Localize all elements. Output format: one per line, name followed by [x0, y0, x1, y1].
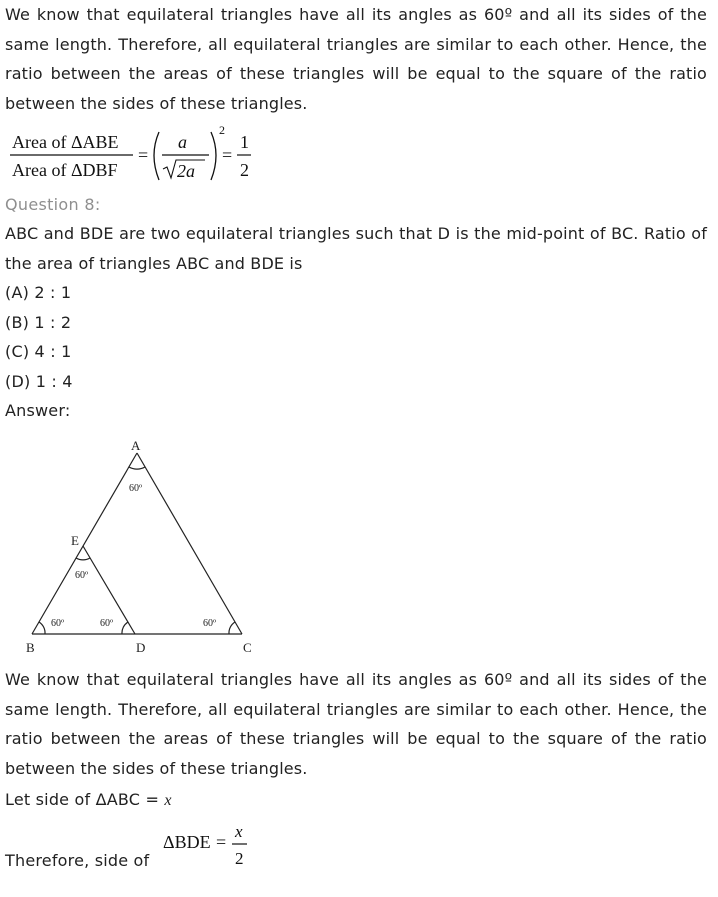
angle-label-e: 60º [75, 570, 89, 581]
angle-label-c: 60º [203, 618, 217, 629]
result-denominator: 2 [240, 160, 249, 180]
label-a: A [131, 438, 141, 453]
formula-equals-1: = [138, 145, 149, 165]
option-c: (C) 4 : 1 [5, 342, 72, 362]
angle-label-d: 60º [100, 618, 114, 629]
triangle-figure [15, 433, 265, 658]
label-d: D [136, 640, 146, 655]
side-ac [137, 453, 242, 634]
angle-arc-a [129, 467, 145, 469]
therefore-line [5, 824, 305, 874]
right-paren [211, 132, 216, 180]
label-e: E [71, 533, 79, 548]
side-ab [32, 453, 137, 634]
answer-label: Answer: [5, 401, 71, 421]
angle-arc-c [229, 622, 235, 634]
bde-denominator: 2 [235, 849, 244, 868]
formula-denominator: Area of ΔDBF [12, 160, 118, 180]
angle-arc-e [76, 558, 90, 560]
angle-arc-d [122, 622, 128, 634]
bde-side-formula [157, 824, 257, 872]
label-b: B [26, 640, 35, 655]
angle-label-b: 60º [51, 618, 65, 629]
therefore-text: Therefore, side of [5, 851, 150, 870]
angle-arc-b [39, 622, 45, 634]
exponent: 2 [219, 124, 225, 137]
let-side-var: x [164, 792, 172, 809]
inner-numerator: a [178, 132, 187, 152]
formula-numerator: Area of ΔABE [12, 132, 119, 152]
area-ratio-formula [5, 124, 265, 184]
option-a: (A) 2 : 1 [5, 283, 72, 303]
result-numerator: 1 [240, 132, 249, 152]
formula-equals-2: = [222, 145, 233, 165]
intro-paragraph: We know that equilateral triangles have all its angles as 60º and all its sides of the same length. Therefore, all equilateral triangles are similar to each other. Hence, the ratio between the areas of these triangles will be equal to the square of the ratio between the sides of these triangles. [5, 5, 707, 113]
left-paren [154, 132, 159, 180]
let-side-text: Let side of ΔABC = [5, 790, 165, 809]
option-d: (D) 1 : 4 [5, 371, 73, 391]
label-c: C [243, 640, 252, 655]
bde-equals: = [216, 832, 227, 852]
question-heading: Question 8: [5, 195, 101, 214]
bde-lhs: ΔBDE [163, 832, 211, 852]
question-block [5, 190, 707, 426]
bde-numerator: x [235, 824, 243, 841]
answer-paragraph: We know that equilateral triangles have all its angles as 60º and all its sides of the same length. Therefore, all equilateral triangles are similar to each other. Hence, the ratio between the areas of these triangles will be equal to the square of the ratio between the sides of these triangles. [5, 670, 707, 778]
angle-label-a: 60º [129, 483, 143, 494]
let-side-line [5, 785, 172, 816]
option-b: (B) 1 : 2 [5, 312, 72, 332]
inner-denominator: 2a [177, 161, 195, 181]
question-text: ABC and BDE are two equilateral triangles such that D is the mid-point of BC. Ratio of the area of triangles ABC and BDE is [5, 224, 707, 273]
